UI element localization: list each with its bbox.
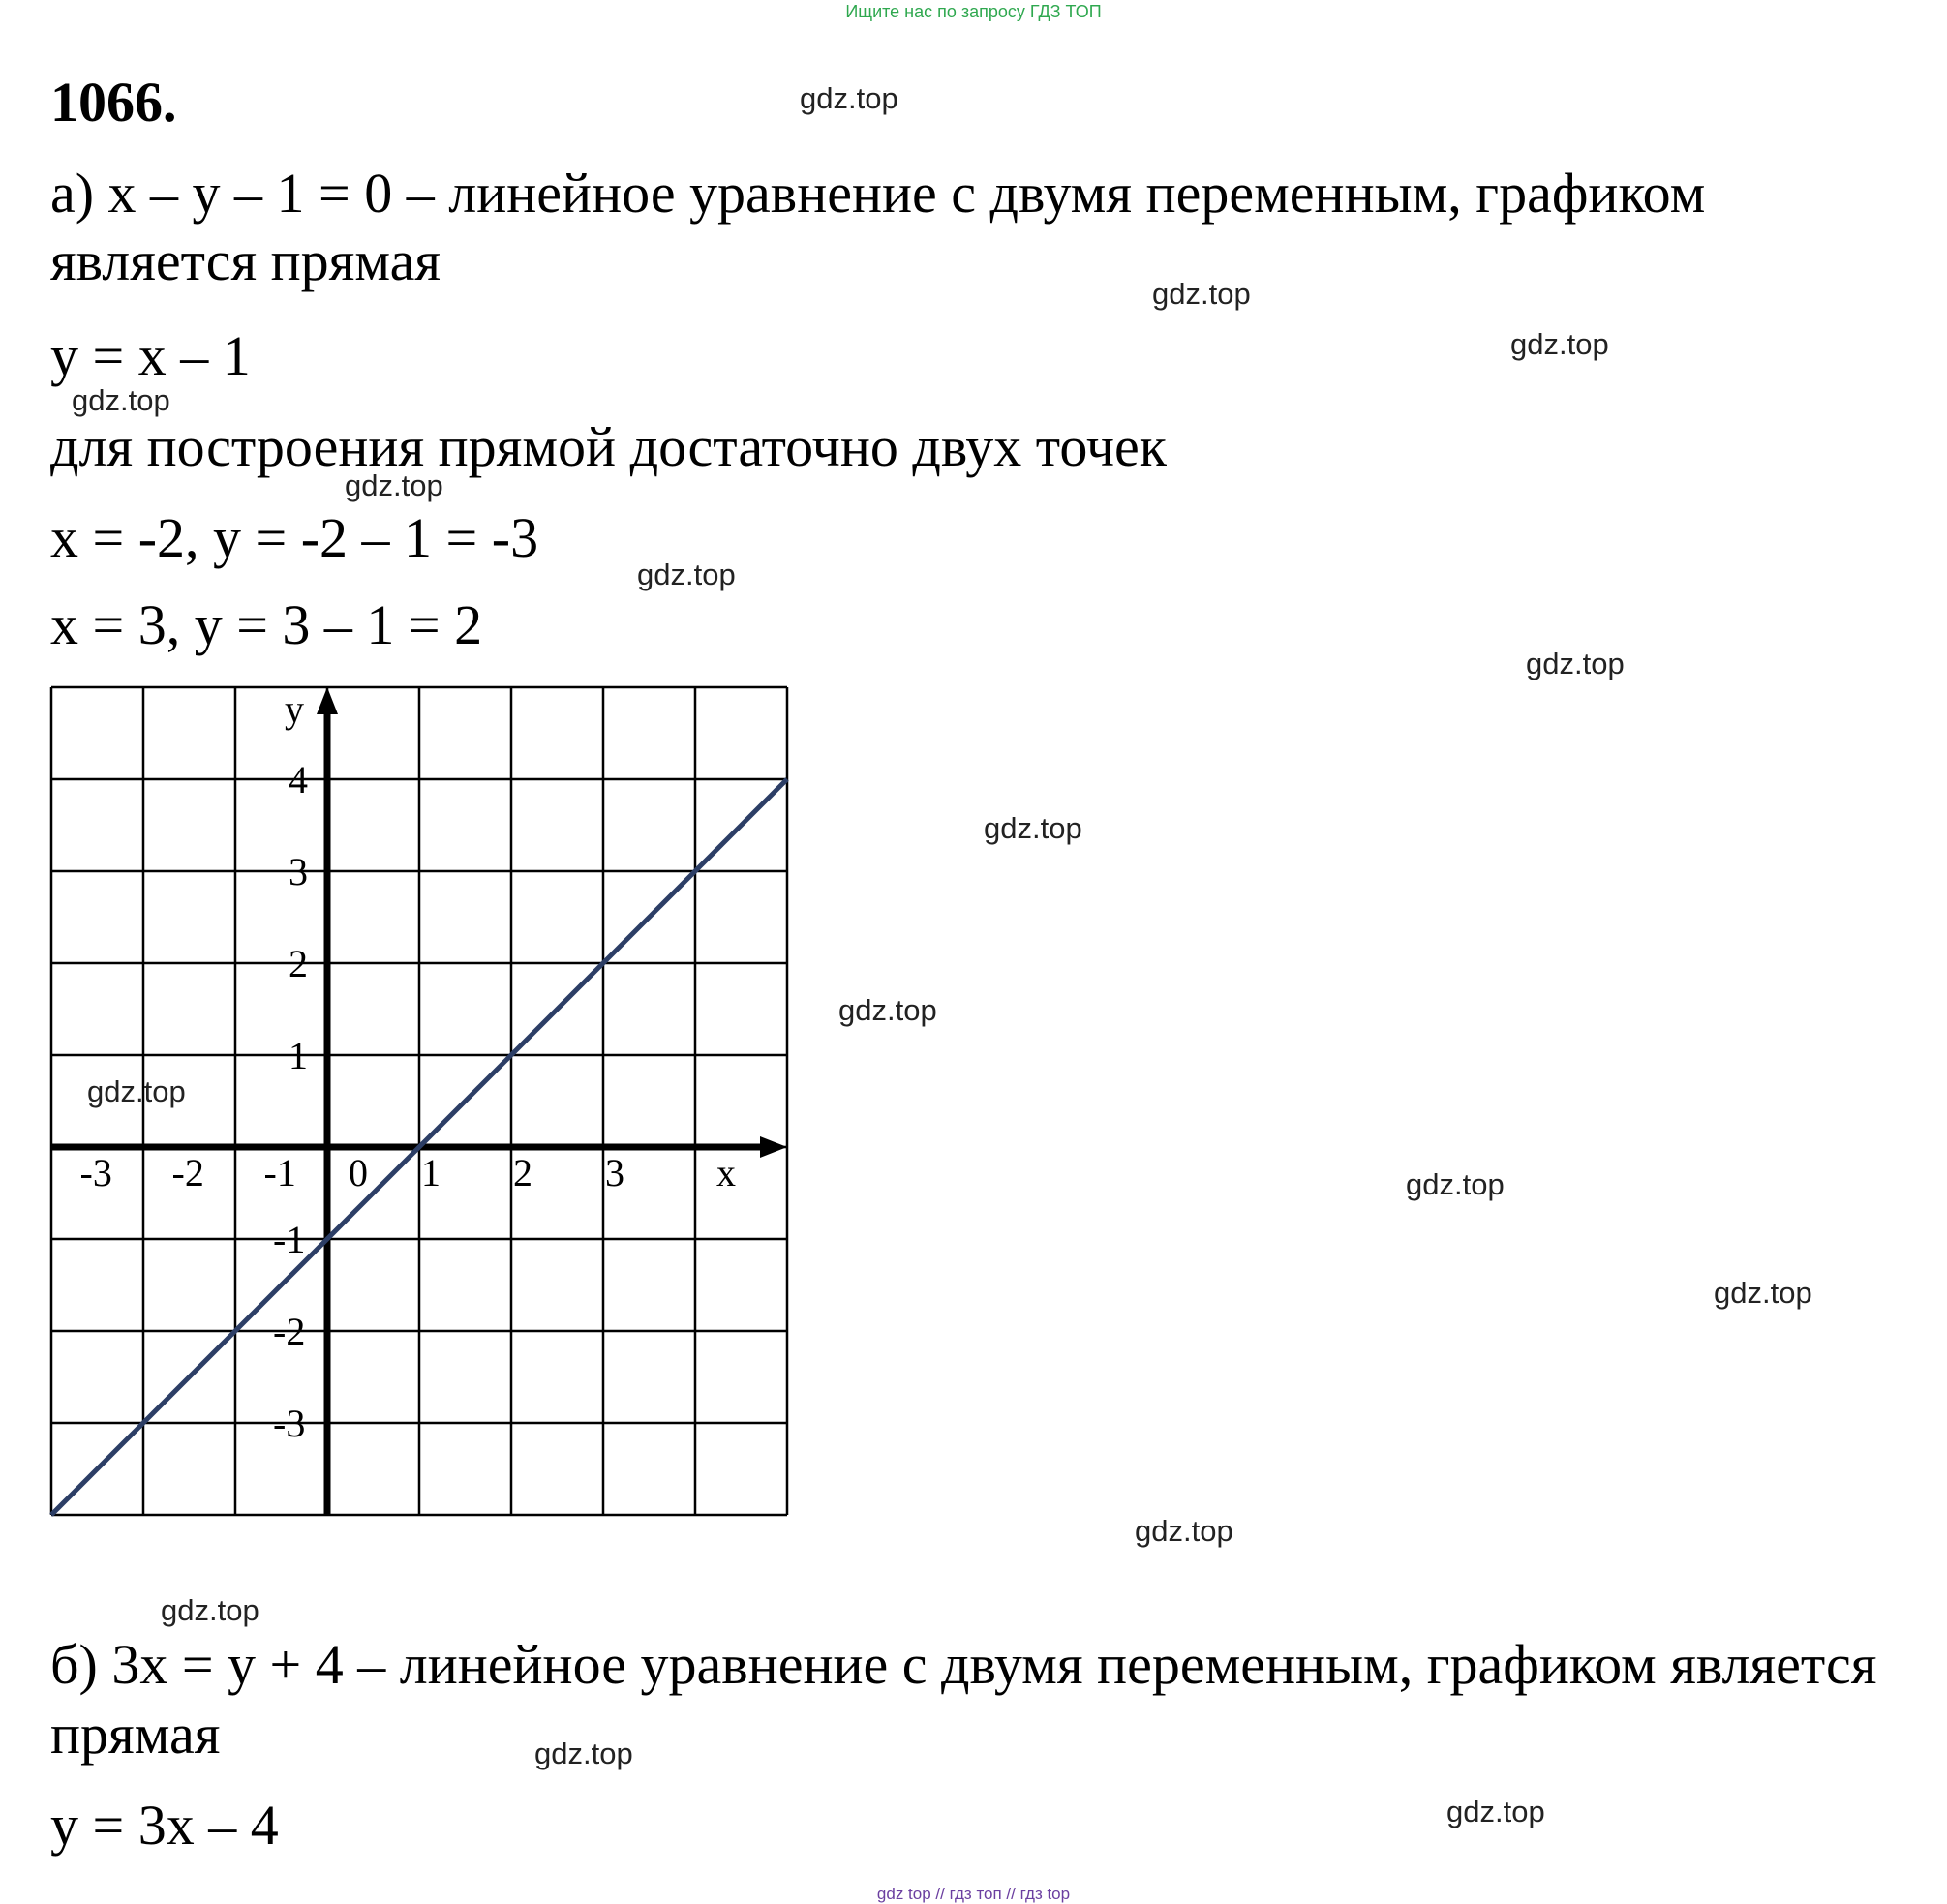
x-axis-arrow-icon bbox=[760, 1136, 787, 1158]
watermark: gdz.top bbox=[984, 811, 1082, 845]
footer-links[interactable]: gdz top // гдз топ // гдз top bbox=[876, 1885, 1071, 1903]
watermark: gdz.top bbox=[800, 81, 898, 115]
watermark: gdz.top bbox=[345, 468, 443, 502]
watermark: gdz.top bbox=[1714, 1276, 1812, 1310]
y-axis-label: y bbox=[285, 687, 304, 731]
x-tick-label: -3 bbox=[79, 1151, 112, 1194]
part-b-equation: y = 3x – 4 bbox=[50, 1794, 279, 1857]
x-axis-label: x bbox=[716, 1151, 736, 1194]
watermark: gdz.top bbox=[1406, 1167, 1505, 1201]
x-tick-label: 3 bbox=[605, 1151, 624, 1194]
watermark: gdz.top bbox=[1135, 1514, 1233, 1548]
part-a-point-2: x = 3, y = 3 – 1 = 2 bbox=[50, 593, 483, 656]
watermark: gdz.top bbox=[161, 1593, 259, 1627]
part-a-line-2: является прямая bbox=[50, 229, 441, 292]
y-tick-label: 2 bbox=[289, 942, 308, 985]
y-tick-label: 3 bbox=[289, 850, 308, 893]
y-tick-label: -1 bbox=[273, 1218, 306, 1261]
x-tick-label: 1 bbox=[421, 1151, 441, 1194]
part-a-point-1: x = -2, y = -2 – 1 = -3 bbox=[50, 506, 539, 569]
problem-number: 1066. bbox=[50, 71, 177, 134]
part-a-equation: y = x – 1 bbox=[50, 324, 251, 387]
x-tick-label: -1 bbox=[263, 1151, 296, 1194]
y-tick-label: 1 bbox=[289, 1034, 308, 1077]
watermark: gdz.top bbox=[72, 383, 170, 417]
watermark: gdz.top bbox=[534, 1737, 633, 1770]
part-a-line-1: а) x – y – 1 = 0 – линейное уравнение с двумя переменным, графиком bbox=[50, 162, 1706, 225]
watermark: gdz.top bbox=[637, 558, 736, 591]
watermark: gdz.top bbox=[1526, 647, 1625, 680]
part-b-line-1: б) 3x = y + 4 – линейное уравнение с двумя переменным, графиком является bbox=[50, 1633, 1877, 1696]
x-tick-label: -2 bbox=[171, 1151, 204, 1194]
part-a-note: для построения прямой достаточно двух точек bbox=[50, 415, 1167, 478]
y-tick-label: -3 bbox=[273, 1402, 306, 1445]
watermark: gdz.top bbox=[87, 1074, 186, 1108]
watermark: gdz.top bbox=[1152, 277, 1251, 311]
top-banner[interactable]: Ищите нас по запросу ГДЗ ТОП bbox=[845, 2, 1102, 21]
origin-label: 0 bbox=[349, 1151, 368, 1194]
watermark: gdz.top bbox=[838, 993, 937, 1027]
watermark: gdz.top bbox=[1510, 327, 1609, 361]
y-tick-label: -2 bbox=[273, 1310, 306, 1353]
y-axis-arrow-icon bbox=[317, 687, 338, 714]
y-tick-label: 4 bbox=[289, 758, 308, 801]
x-tick-label: 2 bbox=[513, 1151, 532, 1194]
part-b-line-2: прямая bbox=[50, 1703, 221, 1766]
watermark: gdz.top bbox=[1446, 1795, 1545, 1828]
